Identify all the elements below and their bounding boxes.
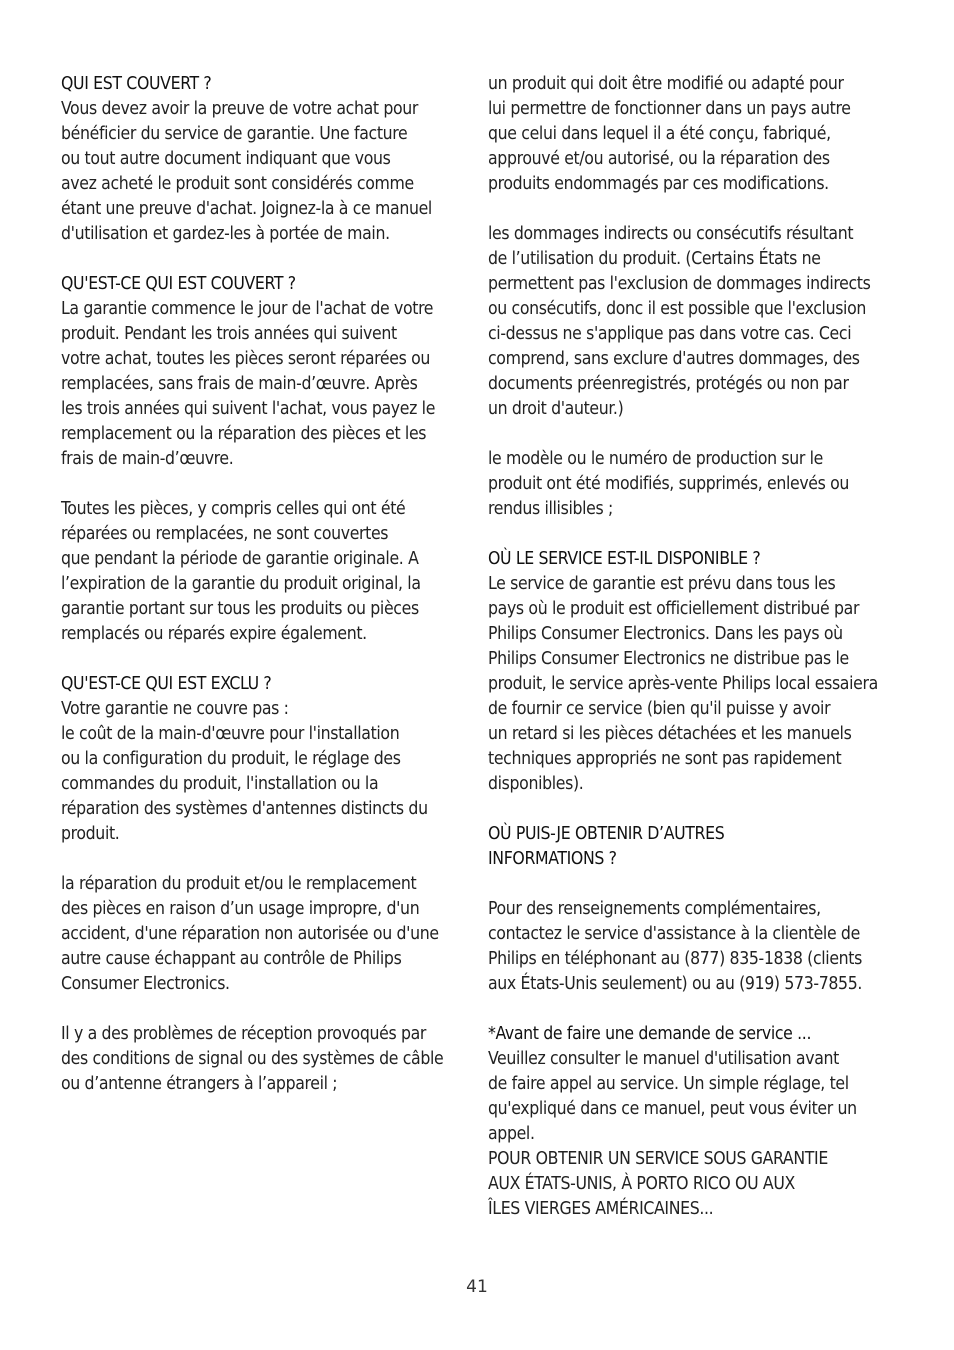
paragraph-line: approuvé et/ou autorisé, ou la réparation des — [488, 149, 830, 169]
page-number: 41 — [466, 1277, 488, 1297]
paragraph-line: de faire appel au service. Un simple réglage, tel — [488, 1074, 849, 1094]
paragraph-gap — [488, 797, 898, 822]
paragraph-line: un droit d'auteur.) — [488, 399, 624, 419]
paragraph-line: appel. — [488, 1124, 535, 1144]
paragraph-line: contactez le service d'assistance à la clientèle de — [488, 924, 860, 944]
section-repair — [61, 872, 466, 997]
paragraph-line: des conditions de signal ou des systèmes de câble — [61, 1049, 444, 1069]
paragraph-line: autre cause échappant au contrôle de Philips — [61, 949, 402, 969]
paragraph-line: qu'expliqué dans ce manuel, peut vous éviter un — [488, 1099, 857, 1119]
paragraph-line: produits endommagés par ces modifications. — [488, 174, 829, 194]
paragraph-line: Consumer Electronics. — [61, 974, 230, 994]
paragraph-line: ou consécutifs, donc il est possible que l'exclusion — [488, 299, 866, 319]
paragraph-line: ou tout autre document indiquant que vous — [61, 149, 391, 169]
paragraph-line: remplacées, sans frais de main-d’œuvre. Après — [61, 374, 418, 394]
paragraph-line: la réparation du produit et/ou le remplacement — [61, 874, 417, 894]
paragraph-line: Philips Consumer Electronics. Dans les pays où — [488, 624, 843, 644]
paragraph-line: remplacement ou la réparation des pièces et les — [61, 424, 427, 444]
paragraph-line: les trois années qui suivent l'achat, vous payez le — [61, 399, 436, 419]
paragraph-line: Philips en téléphonant au (877) 835-1838 (clients — [488, 949, 862, 969]
paragraph-line: Toutes les pièces, y compris celles qui ont été — [61, 499, 406, 519]
paragraph-line: documents préenregistrés, protégés ou non par — [488, 374, 849, 394]
right-column — [488, 72, 898, 1222]
paragraph-gap — [488, 522, 898, 547]
section-before-service — [488, 1022, 898, 1222]
paragraph-line: des pièces en raison d’un usage impropre, d'un — [61, 899, 420, 919]
paragraph-line: Veuillez consulter le manuel d'utilisation avant — [488, 1049, 839, 1069]
paragraph-line: le modèle ou le numéro de production sur le — [488, 449, 824, 469]
paragraph-line: commandes du produit, l'installation ou la — [61, 774, 379, 794]
heading-who-covered: QUI EST COUVERT ? — [61, 74, 212, 94]
paragraph-line: étant une preuve d'achat. Joignez-la à ce manuel — [61, 199, 432, 219]
paragraph-line: techniques appropriés ne sont pas rapidement — [488, 749, 842, 769]
paragraph-gap — [488, 197, 898, 222]
section-who-covered — [61, 72, 466, 247]
paragraph-line: disponibles). — [488, 774, 584, 794]
left-column — [61, 72, 466, 1097]
paragraph-line: produit. Pendant les trois années qui suivent — [61, 324, 397, 344]
paragraph-line: les dommages indirects ou consécutifs résultant — [488, 224, 854, 244]
paragraph-line: La garantie commence le jour de l'achat de votre — [61, 299, 434, 319]
paragraph-line: Il y a des problèmes de réception provoqués par — [61, 1024, 427, 1044]
paragraph-line: bénéficier du service de garantie. Une facture — [61, 124, 408, 144]
paragraph-gap — [61, 997, 466, 1022]
paragraph-line: Votre garantie ne couvre pas : — [61, 699, 289, 719]
paragraph-line: de l’utilisation du produit. (Certains États ne — [488, 249, 821, 269]
paragraph-line: Vous devez avoir la preuve de votre achat pour — [61, 99, 419, 119]
section-all-parts — [61, 497, 466, 647]
paragraph-line: avez acheté le produit sont considérés comme — [61, 174, 414, 194]
paragraph-line: lui permettre de fonctionner dans un pays autre — [488, 99, 851, 119]
paragraph-line: un produit qui doit être modifié ou adapté pour — [488, 74, 844, 94]
heading-what-covered: QU'EST-CE QUI EST COUVERT ? — [61, 274, 296, 294]
paragraph-line: produit, le service après-vente Philips local essaiera — [488, 674, 878, 694]
paragraph-line: remplacés ou réparés expire également. — [61, 624, 367, 644]
section-contact — [488, 897, 898, 997]
paragraph-gap — [488, 997, 898, 1022]
section-reception — [61, 1022, 466, 1097]
paragraph-line: rendus illisibles ; — [488, 499, 613, 519]
heading-excluded: QU'EST-CE QUI EST EXCLU ? — [61, 674, 272, 694]
paragraph-line: d'utilisation et gardez-les à portée de main. — [61, 224, 390, 244]
paragraph-line: comprend, sans exclure d'autres dommages, des — [488, 349, 860, 369]
paragraph-gap — [61, 247, 466, 272]
paragraph-line: le coût de la main-d'œuvre pour l'installation — [61, 724, 400, 744]
paragraph-line: que celui dans lequel il a été conçu, fabriqué, — [488, 124, 831, 144]
section-damages — [488, 222, 898, 422]
paragraph-line: ou la configuration du produit, le réglage des — [61, 749, 401, 769]
paragraph-line: permettent pas l'exclusion de dommages indirects — [488, 274, 871, 294]
paragraph-line: Le service de garantie est prévu dans tous les — [488, 574, 836, 594]
paragraph-line: que pendant la période de garantie originale. A — [61, 549, 419, 569]
paragraph-line: POUR OBTENIR UN SERVICE SOUS GARANTIE — [488, 1149, 828, 1169]
section-modified-product — [488, 72, 898, 197]
paragraph-gap — [61, 472, 466, 497]
paragraph-line: frais de main-d’œuvre. — [61, 449, 234, 469]
paragraph-line: l’expiration de la garantie du produit original, la — [61, 574, 421, 594]
paragraph-line: de fournir ce service (bien qu'il puisse y avoir — [488, 699, 831, 719]
heading-more-info: INFORMATIONS ? — [488, 849, 617, 869]
paragraph-line: pays où le produit est officiellement distribué par — [488, 599, 860, 619]
paragraph-line: ci-dessus ne s'applique pas dans votre cas. Ceci — [488, 324, 852, 344]
paragraph-line: Pour des renseignements complémentaires, — [488, 899, 821, 919]
section-excluded — [61, 672, 466, 847]
heading-before-service: *Avant de faire une demande de service ... — [488, 1024, 812, 1044]
paragraph-gap — [61, 847, 466, 872]
paragraph-line: garantie portant sur tous les produits ou pièces — [61, 599, 419, 619]
paragraph-gap — [488, 422, 898, 447]
paragraph-line: produit. — [61, 824, 120, 844]
paragraph-line: ÎLES VIERGES AMÉRICAINES... — [488, 1199, 714, 1219]
paragraph-line: ou d’antenne étrangers à l’appareil ; — [61, 1074, 338, 1094]
heading-availability: OÙ LE SERVICE EST-IL DISPONIBLE ? — [488, 549, 761, 569]
section-what-covered — [61, 272, 466, 472]
paragraph-gap — [488, 872, 898, 897]
paragraph-line: produit ont été modifiés, supprimés, enlevés ou — [488, 474, 850, 494]
paragraph-line: un retard si les pièces détachées et les manuels — [488, 724, 852, 744]
section-more-info — [488, 822, 898, 872]
paragraph-line: accident, d'une réparation non autorisée ou d'une — [61, 924, 439, 944]
section-model-number — [488, 447, 898, 522]
heading-more-info: OÙ PUIS-JE OBTENIR D’AUTRES — [488, 824, 725, 844]
paragraph-line: Philips Consumer Electronics ne distribue pas le — [488, 649, 849, 669]
paragraph-line: AUX ÉTATS-UNIS, À PORTO RICO OU AUX — [488, 1174, 795, 1194]
paragraph-line: réparées ou remplacées, ne sont couvertes — [61, 524, 389, 544]
paragraph-line: réparation des systèmes d'antennes distincts du — [61, 799, 428, 819]
paragraph-line: votre achat, toutes les pièces seront réparées ou — [61, 349, 431, 369]
section-availability — [488, 547, 898, 797]
paragraph-gap — [61, 647, 466, 672]
paragraph-line: aux États-Unis seulement) ou au (919) 573-7855. — [488, 974, 863, 994]
